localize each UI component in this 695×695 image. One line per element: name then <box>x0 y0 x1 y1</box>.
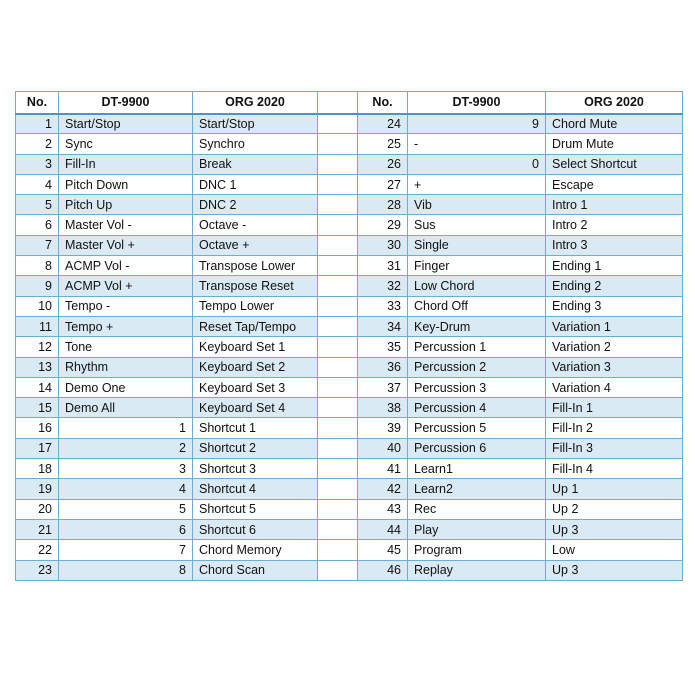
cell-org2020: Variation 4 <box>546 377 683 397</box>
cell-gap <box>318 296 358 316</box>
table-row <box>16 154 683 174</box>
cell-dt9900: Sus <box>408 215 546 235</box>
cell-org2020: Ending 3 <box>546 296 683 316</box>
cell-dt9900: Master Vol - <box>59 215 193 235</box>
cell-dt9900: Master Vol + <box>59 235 193 255</box>
cell-dt9900: 6 <box>59 519 193 539</box>
cell-no: 36 <box>358 357 408 377</box>
cell-dt9900: Demo All <box>59 398 193 418</box>
cell-org2020: DNC 1 <box>193 174 318 194</box>
cell-no: 8 <box>16 256 59 276</box>
cell-dt9900: Rec <box>408 499 546 519</box>
cell-dt9900: Key-Drum <box>408 316 546 336</box>
cell-gap <box>318 276 358 296</box>
table-row <box>16 540 683 560</box>
cell-no: 13 <box>16 357 59 377</box>
cell-dt9900: Fill-In <box>59 154 193 174</box>
cell-org2020: Transpose Reset <box>193 276 318 296</box>
cell-gap <box>318 418 358 438</box>
cell-org2020: Synchro <box>193 134 318 154</box>
cell-no: 38 <box>358 398 408 418</box>
table-row <box>16 519 683 539</box>
cell-no: 7 <box>16 235 59 255</box>
cell-org2020: Shortcut 4 <box>193 479 318 499</box>
cell-org2020: Chord Mute <box>546 114 683 134</box>
cell-no: 4 <box>16 174 59 194</box>
table-row <box>16 296 683 316</box>
cell-dt9900: Percussion 4 <box>408 398 546 418</box>
header-no-left: No. <box>16 92 59 114</box>
cell-org2020: Variation 1 <box>546 316 683 336</box>
cell-org2020: Shortcut 5 <box>193 499 318 519</box>
cell-org2020: Escape <box>546 174 683 194</box>
cell-org2020: Keyboard Set 4 <box>193 398 318 418</box>
cell-gap <box>318 560 358 580</box>
cell-org2020: Shortcut 2 <box>193 438 318 458</box>
cell-no: 29 <box>358 215 408 235</box>
cell-dt9900: Percussion 2 <box>408 357 546 377</box>
cell-no: 5 <box>16 195 59 215</box>
table-row <box>16 479 683 499</box>
cell-gap <box>318 357 358 377</box>
cell-dt9900: Learn1 <box>408 459 546 479</box>
cell-no: 35 <box>358 337 408 357</box>
cell-dt9900: 5 <box>59 499 193 519</box>
cell-no: 34 <box>358 316 408 336</box>
cell-no: 30 <box>358 235 408 255</box>
cell-no: 25 <box>358 134 408 154</box>
cell-no: 37 <box>358 377 408 397</box>
cell-dt9900: ACMP Vol + <box>59 276 193 296</box>
cell-no: 45 <box>358 540 408 560</box>
cell-no: 12 <box>16 337 59 357</box>
cell-no: 28 <box>358 195 408 215</box>
cell-dt9900: Play <box>408 519 546 539</box>
cell-org2020: Reset Tap/Tempo <box>193 316 318 336</box>
cell-org2020: Tempo Lower <box>193 296 318 316</box>
cell-gap <box>318 398 358 418</box>
cell-org2020: Shortcut 1 <box>193 418 318 438</box>
table-row <box>16 357 683 377</box>
cell-org2020: Intro 3 <box>546 235 683 255</box>
table-row <box>16 398 683 418</box>
cell-dt9900: Rhythm <box>59 357 193 377</box>
cell-org2020: Keyboard Set 1 <box>193 337 318 357</box>
cell-gap <box>318 316 358 336</box>
cell-gap <box>318 519 358 539</box>
cell-dt9900: Start/Stop <box>59 114 193 134</box>
cell-dt9900: + <box>408 174 546 194</box>
cell-org2020: Up 2 <box>546 499 683 519</box>
cell-gap <box>318 459 358 479</box>
cell-org2020: Fill-In 1 <box>546 398 683 418</box>
header-row <box>16 92 683 114</box>
cell-no: 39 <box>358 418 408 438</box>
cell-dt9900: 3 <box>59 459 193 479</box>
cell-gap <box>318 499 358 519</box>
cell-dt9900: Learn2 <box>408 479 546 499</box>
cell-gap <box>318 337 358 357</box>
cell-dt9900: Program <box>408 540 546 560</box>
cell-org2020: Ending 2 <box>546 276 683 296</box>
header-no-right: No. <box>358 92 408 114</box>
cell-org2020: Intro 1 <box>546 195 683 215</box>
cell-dt9900: 9 <box>408 114 546 134</box>
table-row <box>16 195 683 215</box>
cell-gap <box>318 540 358 560</box>
cell-org2020: Break <box>193 154 318 174</box>
cell-no: 22 <box>16 540 59 560</box>
cell-dt9900: 1 <box>59 418 193 438</box>
cell-no: 3 <box>16 154 59 174</box>
cell-dt9900: ACMP Vol - <box>59 256 193 276</box>
cell-dt9900: Percussion 5 <box>408 418 546 438</box>
cell-dt9900: Single <box>408 235 546 255</box>
table-row <box>16 418 683 438</box>
cell-org2020: Chord Scan <box>193 560 318 580</box>
cell-dt9900: - <box>408 134 546 154</box>
table-row <box>16 215 683 235</box>
cell-dt9900: Chord Off <box>408 296 546 316</box>
cell-no: 42 <box>358 479 408 499</box>
cell-no: 6 <box>16 215 59 235</box>
cell-gap <box>318 438 358 458</box>
cell-gap <box>318 114 358 134</box>
cell-org2020: Up 1 <box>546 479 683 499</box>
cell-no: 23 <box>16 560 59 580</box>
cell-org2020: Chord Memory <box>193 540 318 560</box>
cell-org2020: Drum Mute <box>546 134 683 154</box>
cell-no: 43 <box>358 499 408 519</box>
cell-no: 14 <box>16 377 59 397</box>
cell-no: 9 <box>16 276 59 296</box>
cell-no: 33 <box>358 296 408 316</box>
table-row <box>16 174 683 194</box>
header-dt-right: DT-9900 <box>408 92 546 114</box>
cell-no: 24 <box>358 114 408 134</box>
cell-org2020: Start/Stop <box>193 114 318 134</box>
cell-dt9900: 7 <box>59 540 193 560</box>
cell-org2020: Fill-In 3 <box>546 438 683 458</box>
mapping-table <box>15 91 683 581</box>
cell-dt9900: Pitch Down <box>59 174 193 194</box>
cell-no: 26 <box>358 154 408 174</box>
table-row <box>16 499 683 519</box>
cell-no: 16 <box>16 418 59 438</box>
cell-org2020: Fill-In 4 <box>546 459 683 479</box>
table-row <box>16 114 683 134</box>
table-row <box>16 134 683 154</box>
cell-org2020: Octave + <box>193 235 318 255</box>
cell-gap <box>318 215 358 235</box>
cell-gap <box>318 479 358 499</box>
cell-org2020: Keyboard Set 2 <box>193 357 318 377</box>
cell-org2020: Transpose Lower <box>193 256 318 276</box>
cell-org2020: Low <box>546 540 683 560</box>
cell-org2020: Shortcut 3 <box>193 459 318 479</box>
cell-dt9900: Percussion 6 <box>408 438 546 458</box>
cell-gap <box>318 154 358 174</box>
cell-dt9900: Percussion 3 <box>408 377 546 397</box>
cell-no: 17 <box>16 438 59 458</box>
table-row <box>16 377 683 397</box>
cell-gap <box>318 134 358 154</box>
cell-no: 21 <box>16 519 59 539</box>
cell-no: 44 <box>358 519 408 539</box>
cell-org2020: Variation 2 <box>546 337 683 357</box>
cell-gap <box>318 195 358 215</box>
table-row <box>16 276 683 296</box>
cell-no: 19 <box>16 479 59 499</box>
cell-dt9900: Tone <box>59 337 193 357</box>
cell-no: 32 <box>358 276 408 296</box>
cell-dt9900: Replay <box>408 560 546 580</box>
cell-dt9900: Demo One <box>59 377 193 397</box>
cell-dt9900: 0 <box>408 154 546 174</box>
cell-dt9900: Vib <box>408 195 546 215</box>
header-gap <box>318 92 358 114</box>
header-org-right: ORG 2020 <box>546 92 683 114</box>
cell-org2020: Up 3 <box>546 519 683 539</box>
cell-no: 27 <box>358 174 408 194</box>
cell-dt9900: Pitch Up <box>59 195 193 215</box>
table-row <box>16 337 683 357</box>
header-org-left: ORG 2020 <box>193 92 318 114</box>
cell-org2020: Keyboard Set 3 <box>193 377 318 397</box>
cell-no: 41 <box>358 459 408 479</box>
table-row <box>16 459 683 479</box>
cell-org2020: Ending 1 <box>546 256 683 276</box>
cell-dt9900: Sync <box>59 134 193 154</box>
cell-gap <box>318 174 358 194</box>
cell-dt9900: Tempo - <box>59 296 193 316</box>
cell-gap <box>318 256 358 276</box>
cell-no: 46 <box>358 560 408 580</box>
cell-no: 2 <box>16 134 59 154</box>
table-row <box>16 256 683 276</box>
cell-dt9900: 4 <box>59 479 193 499</box>
cell-dt9900: 2 <box>59 438 193 458</box>
cell-gap <box>318 377 358 397</box>
cell-org2020: DNC 2 <box>193 195 318 215</box>
cell-dt9900: Percussion 1 <box>408 337 546 357</box>
cell-no: 20 <box>16 499 59 519</box>
table-row <box>16 316 683 336</box>
cell-no: 10 <box>16 296 59 316</box>
cell-org2020: Octave - <box>193 215 318 235</box>
cell-no: 31 <box>358 256 408 276</box>
cell-dt9900: 8 <box>59 560 193 580</box>
cell-no: 15 <box>16 398 59 418</box>
cell-no: 40 <box>358 438 408 458</box>
cell-dt9900: Tempo + <box>59 316 193 336</box>
cell-org2020: Select Shortcut <box>546 154 683 174</box>
cell-no: 1 <box>16 114 59 134</box>
cell-org2020: Fill-In 2 <box>546 418 683 438</box>
cell-no: 18 <box>16 459 59 479</box>
cell-dt9900: Low Chord <box>408 276 546 296</box>
cell-org2020: Intro 2 <box>546 215 683 235</box>
cell-no: 11 <box>16 316 59 336</box>
cell-org2020: Variation 3 <box>546 357 683 377</box>
header-dt-left: DT-9900 <box>59 92 193 114</box>
cell-org2020: Up 3 <box>546 560 683 580</box>
table-row <box>16 235 683 255</box>
table-row <box>16 560 683 580</box>
cell-org2020: Shortcut 6 <box>193 519 318 539</box>
cell-dt9900: Finger <box>408 256 546 276</box>
table-row <box>16 438 683 458</box>
cell-gap <box>318 235 358 255</box>
